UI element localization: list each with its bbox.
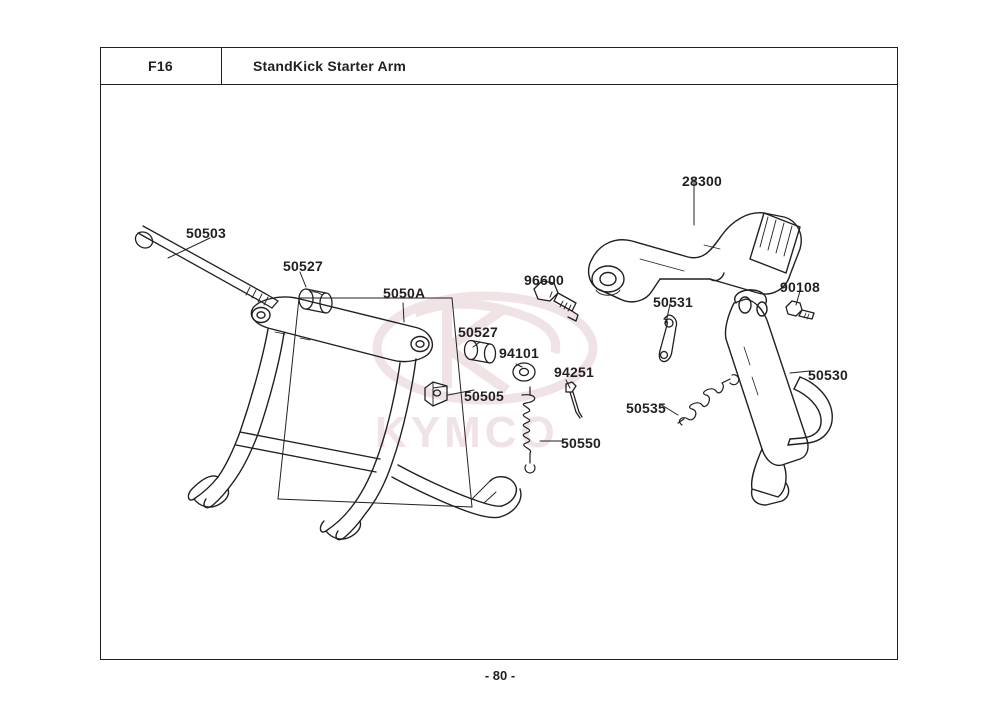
part-label-5050A: 5050A [383, 285, 426, 301]
part-label-50530: 50530 [808, 367, 848, 383]
part-label-50531: 50531 [653, 294, 693, 310]
part-label-50505: 50505 [464, 388, 504, 404]
part-label-50535: 50535 [626, 400, 666, 416]
part-label-50503: 50503 [186, 225, 226, 241]
section-title: StandKick Starter Arm [253, 57, 407, 74]
part-label-90108: 90108 [780, 279, 820, 295]
part-label-96600: 96600 [524, 272, 564, 288]
part-label-50527-left: 50527 [283, 258, 323, 274]
page-number: - 80 - [484, 668, 516, 683]
part-label-28300: 28300 [682, 173, 722, 189]
watermark-text: KYMCO [375, 408, 559, 457]
part-label-50527-mid: 50527 [458, 324, 498, 340]
section-code: F16 [147, 57, 174, 74]
part-label-94101: 94101 [499, 345, 539, 361]
part-label-94251: 94251 [554, 364, 594, 380]
part-label-50550: 50550 [561, 435, 601, 451]
